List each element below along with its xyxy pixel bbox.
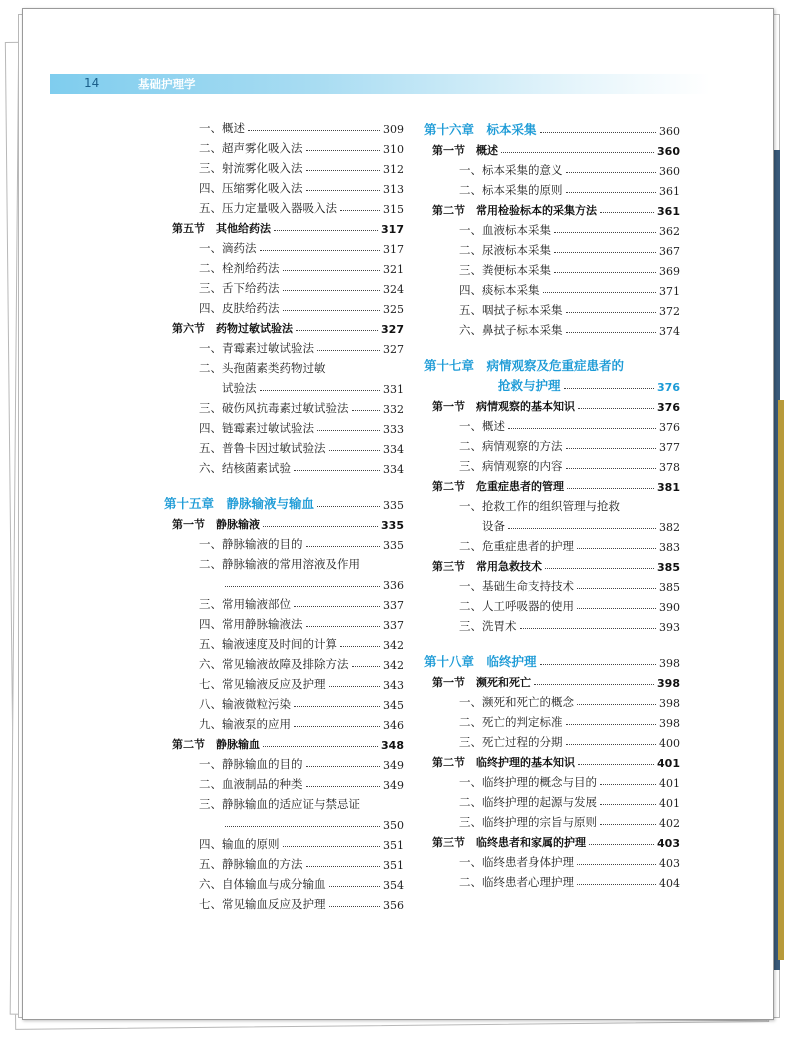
toc-subsection-entry xyxy=(424,258,680,278)
toc-entry-title: 一、临终患者身体护理 xyxy=(459,855,574,869)
dot-leader xyxy=(317,506,380,507)
toc-entry-title: 五、压力定量吸入器吸入法 xyxy=(199,201,337,215)
toc-page-number: 374 xyxy=(659,325,680,338)
book-cover-accent xyxy=(778,400,784,960)
dot-leader xyxy=(306,626,381,627)
toc-entry-title: 三、洗胃术 xyxy=(459,619,517,633)
toc-section-entry xyxy=(424,554,680,574)
toc-entry-title: 第十七章 病情观察及危重症患者的 xyxy=(424,358,625,373)
toc-subsection-entry xyxy=(424,614,680,634)
toc-subsection-entry xyxy=(424,318,680,338)
dot-leader xyxy=(543,292,657,293)
toc-page-number: 349 xyxy=(383,759,404,772)
toc-section-entry xyxy=(164,216,404,236)
toc-entry-title: 三、舌下给药法 xyxy=(199,281,280,295)
dot-leader xyxy=(294,726,380,727)
toc-chapter-entry-continued xyxy=(424,374,680,394)
toc-entry-title: 第二节 危重症患者的管理 xyxy=(432,480,564,493)
dot-leader xyxy=(554,272,656,273)
toc-subsection-entry xyxy=(164,256,404,276)
toc-entry-title: 一、濒死和死亡的概念 xyxy=(459,695,574,709)
toc-entry-title: 第五节 其他给药法 xyxy=(172,222,271,235)
dot-leader xyxy=(283,290,381,291)
dot-leader xyxy=(554,252,656,253)
toc-page-number: 361 xyxy=(659,185,680,198)
toc-entry-title: 设备 xyxy=(482,519,505,533)
toc-page-number: 312 xyxy=(383,163,404,176)
toc-page-number: 349 xyxy=(383,779,404,792)
toc-page-number: 325 xyxy=(383,303,404,316)
toc-entry-title: 第三节 临终患者和家属的护理 xyxy=(432,836,586,849)
toc-page-number: 393 xyxy=(659,621,680,634)
toc-page-number: 398 xyxy=(659,717,680,730)
dot-leader xyxy=(340,210,380,211)
toc-entry-title: 第二节 常用检验标本的采集方法 xyxy=(432,204,597,217)
toc-entry-title: 第一节 病情观察的基本知识 xyxy=(432,400,575,413)
toc-page-number: 351 xyxy=(383,839,404,852)
dot-leader xyxy=(577,588,656,589)
toc-entry-title: 第三节 常用急救技术 xyxy=(432,560,542,573)
toc-page-number: 372 xyxy=(659,305,680,318)
dot-leader xyxy=(600,824,656,825)
dot-leader xyxy=(306,170,381,171)
toc-page-number: 345 xyxy=(383,699,404,712)
toc-subsection-entry xyxy=(164,296,404,316)
dot-leader xyxy=(274,230,378,231)
toc-subsection-entry xyxy=(164,892,404,912)
dot-leader xyxy=(534,684,654,685)
toc-entry-title: 三、死亡过程的分期 xyxy=(459,735,563,749)
toc-page-number: 376 xyxy=(659,421,680,434)
dot-leader xyxy=(306,766,381,767)
toc-entry-title: 第二节 静脉输血 xyxy=(172,738,260,751)
toc-entry-title: 第十六章 标本采集 xyxy=(424,122,537,137)
toc-page-number: 354 xyxy=(383,879,404,892)
toc-entry-title: 四、链霉素过敏试验法 xyxy=(199,421,314,435)
toc-page-number: 398 xyxy=(659,697,680,710)
toc-subsection-entry xyxy=(424,730,680,750)
dot-leader xyxy=(545,568,654,569)
page-number: 14 xyxy=(84,76,100,90)
dot-leader xyxy=(567,488,654,489)
dot-leader xyxy=(600,804,656,805)
toc-page-number: 343 xyxy=(383,679,404,692)
toc-subsection-entry xyxy=(164,692,404,712)
toc-entry-title: 第十五章 静脉输液与输血 xyxy=(164,496,315,511)
toc-chapter-entry xyxy=(424,352,680,374)
toc-section-entry xyxy=(164,316,404,336)
toc-subsection-entry xyxy=(164,356,404,376)
toc-entry-title: 四、压缩雾化吸入法 xyxy=(199,181,303,195)
dot-leader xyxy=(600,212,654,213)
toc-entry-title: 四、痰标本采集 xyxy=(459,283,540,297)
toc-subsection-entry xyxy=(164,276,404,296)
toc-right-column xyxy=(424,116,680,890)
toc-subsection-entry xyxy=(164,652,404,672)
dot-leader xyxy=(329,450,381,451)
toc-page-number: 342 xyxy=(383,639,404,652)
toc-entry-title: 三、病情观察的内容 xyxy=(459,459,563,473)
toc-entry-title: 二、静脉输液的常用溶液及作用 xyxy=(199,557,360,571)
toc-entry-title: 一、血液标本采集 xyxy=(459,223,551,237)
toc-subsection-entry xyxy=(424,454,680,474)
dot-leader xyxy=(329,906,381,907)
toc-section-entry xyxy=(424,750,680,770)
toc-subsection-entry xyxy=(164,436,404,456)
toc-page-number: 331 xyxy=(383,383,404,396)
toc-subsection-entry xyxy=(424,810,680,830)
toc-section-entry xyxy=(424,830,680,850)
toc-section-entry xyxy=(424,474,680,494)
dot-leader xyxy=(566,448,657,449)
dot-leader xyxy=(540,132,656,133)
toc-page-number: 385 xyxy=(657,561,680,574)
toc-page-number: 335 xyxy=(383,499,404,512)
dot-leader xyxy=(577,548,656,549)
dot-leader xyxy=(577,704,656,705)
toc-entry-title: 六、自体输血与成分输血 xyxy=(199,877,326,891)
dot-leader xyxy=(566,192,657,193)
toc-subsection-entry xyxy=(164,336,404,356)
dot-leader xyxy=(577,864,656,865)
dot-leader xyxy=(566,312,657,313)
dot-leader xyxy=(577,608,656,609)
toc-entry-title: 三、破伤风抗毒素过敏试验法 xyxy=(199,401,349,415)
toc-entry-title: 二、超声雾化吸入法 xyxy=(199,141,303,155)
toc-section-entry xyxy=(164,512,404,532)
toc-page-number: 356 xyxy=(383,899,404,912)
dot-leader xyxy=(340,646,380,647)
toc-subsection-entry xyxy=(424,494,680,514)
toc-subsection-entry xyxy=(164,772,404,792)
toc-page-number: 342 xyxy=(383,659,404,672)
toc-subsection-entry xyxy=(424,414,680,434)
toc-page-number: 337 xyxy=(383,599,404,612)
dot-leader xyxy=(225,586,380,587)
toc-entry-title: 一、概述 xyxy=(199,121,245,135)
dot-leader xyxy=(540,664,656,665)
toc-page-number: 385 xyxy=(659,581,680,594)
toc-entry-title: 四、皮肤给药法 xyxy=(199,301,280,315)
toc-entry-title: 三、粪便标本采集 xyxy=(459,263,551,277)
toc-entry-title: 九、输液泵的应用 xyxy=(199,717,291,731)
toc-subsection-entry xyxy=(164,136,404,156)
dot-leader xyxy=(520,628,657,629)
toc-entry-title: 二、头孢菌素类药物过敏 xyxy=(199,361,326,375)
dot-leader xyxy=(589,844,654,845)
toc-entry-leader xyxy=(164,812,404,832)
dot-leader xyxy=(317,430,380,431)
toc-entry-title: 第六节 药物过敏试验法 xyxy=(172,322,293,335)
toc-subsection-entry xyxy=(164,612,404,632)
dot-leader xyxy=(294,470,380,471)
toc-page-number: 348 xyxy=(381,739,404,752)
dot-leader xyxy=(306,546,381,547)
toc-entry-title: 第一节 概述 xyxy=(432,144,498,157)
toc-entry-title: 一、基础生命支持技术 xyxy=(459,579,574,593)
toc-subsection-entry xyxy=(164,156,404,176)
toc-chapter-entry xyxy=(424,648,680,670)
dot-leader xyxy=(283,270,381,271)
toc-page-number: 360 xyxy=(659,125,680,138)
toc-entry-title: 第十八章 临终护理 xyxy=(424,654,537,669)
toc-page-number: 332 xyxy=(383,403,404,416)
toc-subsection-entry xyxy=(424,870,680,890)
dot-leader xyxy=(566,468,657,469)
toc-page-number: 335 xyxy=(381,519,404,532)
toc-page-number: 371 xyxy=(659,285,680,298)
toc-entry-title: 试验法 xyxy=(222,381,257,395)
dot-leader xyxy=(263,526,378,527)
toc-page-number: 402 xyxy=(659,817,680,830)
toc-entry-title: 八、输液微粒污染 xyxy=(199,697,291,711)
toc-subsection-entry xyxy=(424,298,680,318)
toc-subsection-entry xyxy=(424,594,680,614)
toc-page-number: 401 xyxy=(659,777,680,790)
dot-leader xyxy=(283,310,381,311)
toc-entry-title: 抢救与护理 xyxy=(498,378,561,393)
toc-page-number: 317 xyxy=(381,223,404,236)
toc-entry-title: 三、静脉输血的适应证与禁忌证 xyxy=(199,797,360,811)
toc-subsection-entry xyxy=(164,396,404,416)
toc-entry-title: 三、临终护理的宗旨与原则 xyxy=(459,815,597,829)
toc-page-number: 309 xyxy=(383,123,404,136)
toc-entry-title: 一、标本采集的意义 xyxy=(459,163,563,177)
toc-section-entry xyxy=(424,198,680,218)
toc-entry-title: 二、死亡的判定标准 xyxy=(459,715,563,729)
dot-leader xyxy=(306,786,381,787)
toc-page-number: 403 xyxy=(659,857,680,870)
toc-page-number: 381 xyxy=(657,481,680,494)
dot-leader xyxy=(600,784,656,785)
dot-leader xyxy=(283,846,381,847)
toc-entry-title: 二、病情观察的方法 xyxy=(459,439,563,453)
dot-leader xyxy=(329,686,381,687)
dot-leader xyxy=(329,886,381,887)
dot-leader xyxy=(306,190,381,191)
dot-leader xyxy=(260,250,381,251)
dot-leader xyxy=(296,330,378,331)
dot-leader xyxy=(554,232,656,233)
dot-leader xyxy=(263,746,378,747)
toc-subsection-entry xyxy=(164,552,404,572)
dot-leader xyxy=(578,764,654,765)
dot-leader xyxy=(306,866,381,867)
toc-page-number: 382 xyxy=(659,521,680,534)
toc-page-number: 346 xyxy=(383,719,404,732)
toc-subsection-entry xyxy=(424,178,680,198)
toc-entry-title: 五、咽拭子标本采集 xyxy=(459,303,563,317)
toc-subsection-entry xyxy=(424,158,680,178)
toc-page-number: 401 xyxy=(657,757,680,770)
dot-leader xyxy=(501,152,654,153)
toc-entry-title: 一、静脉输液的目的 xyxy=(199,537,303,551)
dot-leader xyxy=(566,724,657,725)
toc-page-number: 401 xyxy=(659,797,680,810)
toc-page-number: 351 xyxy=(383,859,404,872)
dot-leader xyxy=(566,332,657,333)
toc-page-number: 398 xyxy=(657,677,680,690)
toc-page-number: 376 xyxy=(657,381,680,394)
toc-entry-title: 七、常见输血反应及护理 xyxy=(199,897,326,911)
toc-subsection-entry xyxy=(424,574,680,594)
toc-entry-title: 一、抢救工作的组织管理与抢救 xyxy=(459,499,620,513)
toc-entry-title: 二、尿液标本采集 xyxy=(459,243,551,257)
toc-subsection-entry xyxy=(424,278,680,298)
toc-entry-title: 四、输血的原则 xyxy=(199,837,280,851)
dot-leader xyxy=(564,388,655,389)
toc-page-number: 404 xyxy=(659,877,680,890)
toc-entry-title: 一、临终护理的概念与目的 xyxy=(459,775,597,789)
toc-subsection-entry xyxy=(424,218,680,238)
toc-page-number: 324 xyxy=(383,283,404,296)
toc-page-number: 403 xyxy=(657,837,680,850)
toc-entry-leader xyxy=(164,572,404,592)
toc-subsection-entry xyxy=(164,456,404,476)
toc-subsection-entry xyxy=(424,710,680,730)
toc-page-number: 310 xyxy=(383,143,404,156)
toc-entry-title: 二、标本采集的原则 xyxy=(459,183,563,197)
book-title: 基础护理学 xyxy=(138,77,196,91)
toc-subsection-entry xyxy=(164,712,404,732)
toc-page-number: 377 xyxy=(659,441,680,454)
toc-entry-title: 第二节 临终护理的基本知识 xyxy=(432,756,575,769)
toc-entry-title: 六、结核菌素试验 xyxy=(199,461,291,475)
toc-page-number: 367 xyxy=(659,245,680,258)
dot-leader xyxy=(508,428,656,429)
dot-leader xyxy=(306,150,381,151)
dot-leader xyxy=(225,826,380,827)
toc-entry-title: 二、人工呼吸器的使用 xyxy=(459,599,574,613)
toc-entry-title: 七、常见输液反应及护理 xyxy=(199,677,326,691)
toc-entry-title: 二、危重症患者的护理 xyxy=(459,539,574,553)
toc-page-number: 327 xyxy=(383,343,404,356)
dot-leader xyxy=(294,606,380,607)
toc-subsection-entry xyxy=(164,752,404,772)
dot-leader xyxy=(352,410,381,411)
toc-subsection-entry xyxy=(424,534,680,554)
dot-leader xyxy=(317,350,380,351)
toc-entry-title: 一、概述 xyxy=(459,419,505,433)
dot-leader xyxy=(577,884,656,885)
toc-subsection-entry xyxy=(164,116,404,136)
toc-page-number: 400 xyxy=(659,737,680,750)
toc-chapter-entry xyxy=(424,116,680,138)
toc-subsection-entry xyxy=(164,592,404,612)
toc-subsection-entry xyxy=(164,176,404,196)
toc-subsection-entry xyxy=(424,238,680,258)
dot-leader xyxy=(248,130,380,131)
toc-chapter-entry xyxy=(164,490,404,512)
dot-leader xyxy=(578,408,654,409)
toc-page-number: 327 xyxy=(381,323,404,336)
toc-page-number: 378 xyxy=(659,461,680,474)
toc-entry-title: 一、青霉素过敏试验法 xyxy=(199,341,314,355)
toc-entry-title: 第一节 濒死和死亡 xyxy=(432,676,531,689)
toc-page-number: 369 xyxy=(659,265,680,278)
toc-entry-title: 二、血液制品的种类 xyxy=(199,777,303,791)
toc-page-number: 335 xyxy=(383,539,404,552)
toc-subsection-entry xyxy=(164,872,404,892)
toc-subsection-entry xyxy=(164,416,404,436)
dot-leader xyxy=(260,390,381,391)
toc-entry-title: 二、临终患者心理护理 xyxy=(459,875,574,889)
toc-page-number: 390 xyxy=(659,601,680,614)
toc-page-number: 383 xyxy=(659,541,680,554)
toc-entry-title: 五、静脉输血的方法 xyxy=(199,857,303,871)
toc-entry-title: 五、普鲁卡因过敏试验法 xyxy=(199,441,326,455)
toc-page-number: 334 xyxy=(383,443,404,456)
toc-entry-title: 二、临终护理的起源与发展 xyxy=(459,795,597,809)
toc-page-number: 333 xyxy=(383,423,404,436)
toc-subsection-entry xyxy=(164,196,404,216)
dot-leader xyxy=(566,172,657,173)
toc-entry-title: 六、鼻拭子标本采集 xyxy=(459,323,563,337)
dot-leader xyxy=(508,528,656,529)
toc-page-number: 336 xyxy=(383,579,404,592)
toc-entry-title: 三、常用输液部位 xyxy=(199,597,291,611)
toc-section-entry xyxy=(424,670,680,690)
toc-subsection-entry xyxy=(424,434,680,454)
toc-subsection-entry xyxy=(164,832,404,852)
toc-page-number: 317 xyxy=(383,243,404,256)
toc-entry-title: 四、常用静脉输液法 xyxy=(199,617,303,631)
toc-entry-title: 六、常见输液故障及排除方法 xyxy=(199,657,349,671)
toc-section-entry xyxy=(164,732,404,752)
toc-subsection-entry xyxy=(164,236,404,256)
toc-entry-title: 二、栓剂给药法 xyxy=(199,261,280,275)
toc-subsection-entry xyxy=(424,790,680,810)
toc-entry-continued xyxy=(164,376,404,396)
toc-entry-title: 五、输液速度及时间的计算 xyxy=(199,637,337,651)
toc-page-number: 360 xyxy=(657,145,680,158)
toc-entry-title: 三、射流雾化吸入法 xyxy=(199,161,303,175)
toc-page-number: 334 xyxy=(383,463,404,476)
toc-subsection-entry xyxy=(424,770,680,790)
dot-leader xyxy=(294,706,380,707)
toc-entry-title: 第一节 静脉输液 xyxy=(172,518,260,531)
toc-page-number: 362 xyxy=(659,225,680,238)
toc-page-number: 337 xyxy=(383,619,404,632)
toc-subsection-entry xyxy=(424,690,680,710)
toc-subsection-entry xyxy=(164,672,404,692)
dot-leader xyxy=(352,666,381,667)
toc-subsection-entry xyxy=(424,850,680,870)
toc-page-number: 361 xyxy=(657,205,680,218)
toc-left-column xyxy=(164,116,404,912)
toc-subsection-entry xyxy=(164,792,404,812)
toc-page-number: 398 xyxy=(659,657,680,670)
toc-page-number: 313 xyxy=(383,183,404,196)
toc-page-number: 360 xyxy=(659,165,680,178)
toc-entry-title: 一、静脉输血的目的 xyxy=(199,757,303,771)
toc-page-number: 315 xyxy=(383,203,404,216)
toc-subsection-entry xyxy=(164,632,404,652)
toc-entry-title: 一、滴药法 xyxy=(199,241,257,255)
toc-page-number: 376 xyxy=(657,401,680,414)
toc-section-entry xyxy=(424,394,680,414)
toc-section-entry xyxy=(424,138,680,158)
dot-leader xyxy=(566,744,657,745)
toc-subsection-entry xyxy=(164,532,404,552)
toc-subsection-entry xyxy=(164,852,404,872)
toc-page-number: 350 xyxy=(383,819,404,832)
toc-entry-continued xyxy=(424,514,680,534)
toc-page-number: 321 xyxy=(383,263,404,276)
